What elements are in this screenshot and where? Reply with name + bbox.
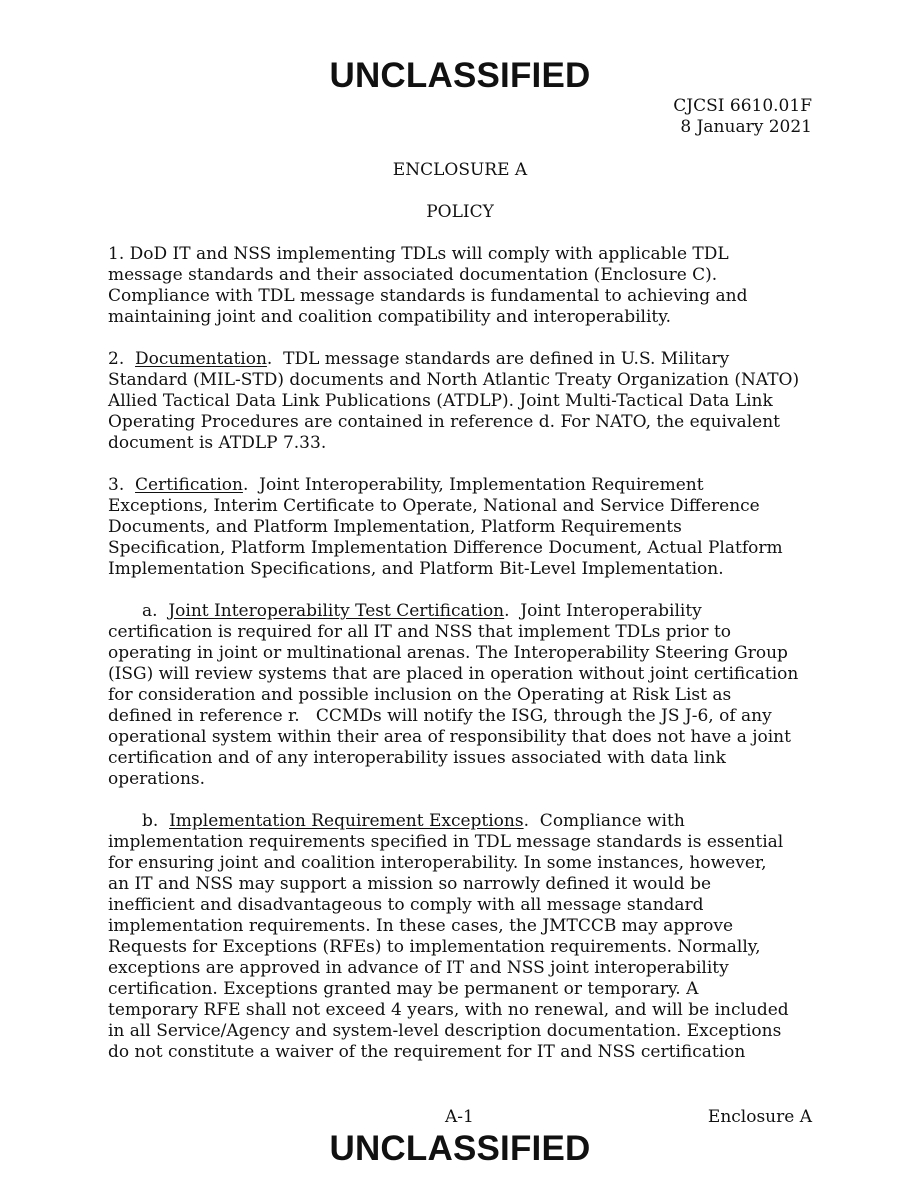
- text-line: operating in joint or multinational arenas. The Interoperability Steering Group: [108, 643, 788, 663]
- paragraph-2-documentation: [108, 349, 812, 454]
- text-line: message standards and their associated documentation (Enclosure C).: [108, 265, 718, 285]
- text-line: certification. Exceptions granted may be permanent or temporary. A: [108, 979, 699, 999]
- paragraph-number: 3.: [108, 475, 136, 495]
- subparagraph-3b-implementation-exceptions: [108, 811, 812, 1063]
- text-line: operational system within their area of responsibility that does not have a joint: [108, 727, 791, 747]
- text-line: Compliance with TDL message standards is fundamental to achieving and: [108, 286, 748, 306]
- paragraph-title: Documentation: [135, 349, 267, 369]
- enclosure-heading: ENCLOSURE A: [392, 160, 528, 180]
- text-line: document is ATDLP 7.33.: [108, 433, 327, 453]
- subparagraph-letter: a.: [142, 601, 169, 621]
- text-line: for consideration and possible inclusion on the Operating at Risk List as: [108, 685, 732, 705]
- text-line: implementation requirements. In these cases, the JMTCCB may approve: [108, 916, 733, 936]
- page-footer: [108, 1107, 812, 1128]
- text-line: in all Service/Agency and system-level description documentation. Exceptions: [108, 1021, 782, 1041]
- text-line: maintaining joint and coalition compatibility and interoperability.: [108, 307, 671, 327]
- text-line: (ISG) will review systems that are placed in operation without joint certification: [108, 664, 799, 684]
- text-line: Standard (MIL-STD) documents and North Atlantic Treaty Organization (NATO): [108, 370, 800, 390]
- document-body: [108, 244, 812, 1084]
- text-line: [108, 601, 812, 622]
- text-line: exceptions are approved in advance of IT and NSS joint interoperability: [108, 958, 729, 978]
- text-line: inefficient and disadvantageous to comply with all message standard: [108, 895, 704, 915]
- paragraph-1: [108, 244, 812, 328]
- text-line: Allied Tactical Data Link Publications (ATDLP). Joint Multi-Tactical Data Link: [108, 391, 773, 411]
- classification-banner-bottom: UNCLASSIFIED: [329, 1129, 591, 1168]
- classification-banner-top: UNCLASSIFIED: [329, 56, 591, 95]
- text-line: Requests for Exceptions (RFEs) to implementation requirements. Normally,: [108, 937, 761, 957]
- subparagraph-3a-joint-interoperability: [108, 601, 812, 790]
- page-number: A-1: [445, 1107, 474, 1127]
- document-number: CJCSI 6610.01F: [673, 96, 812, 116]
- paragraph-3-certification: [108, 475, 812, 580]
- section-heading: POLICY: [426, 202, 494, 222]
- subparagraph-title: Implementation Requirement Exceptions: [169, 811, 524, 831]
- paragraph-title: Certification: [135, 475, 243, 495]
- text-line: 1. DoD IT and NSS implementing TDLs will comply with applicable TDL: [108, 244, 729, 264]
- subparagraph-letter: b.: [142, 811, 170, 831]
- text-line: Specification, Platform Implementation Difference Document, Actual Platform: [108, 538, 783, 558]
- text-line: implementation requirements specified in TDL message standards is essential: [108, 832, 784, 852]
- text-run: . TDL message standards are defined in U.S. Military: [266, 349, 730, 369]
- text-line: Implementation Specifications, and Platform Bit-Level Implementation.: [108, 559, 724, 579]
- text-line: an IT and NSS may support a mission so narrowly defined it would be: [108, 874, 712, 894]
- document-date: 8 January 2021: [680, 117, 812, 137]
- subparagraph-title: Joint Interoperability Test Certification: [168, 601, 505, 621]
- text-line: for ensuring joint and coalition interoperability. In some instances, however,: [108, 853, 767, 873]
- text-run: . Compliance with: [523, 811, 685, 831]
- paragraph-number: 2.: [108, 349, 136, 369]
- text-line: certification is required for all IT and NSS that implement TDLs prior to: [108, 622, 732, 642]
- text-line: temporary RFE shall not exceed 4 years, with no renewal, and will be included: [108, 1000, 789, 1020]
- text-run: . Joint Interoperability, Implementation Requirement: [242, 475, 704, 495]
- text-run: . Joint Interoperability: [504, 601, 702, 621]
- text-line: [108, 349, 812, 370]
- text-line: Operating Procedures are contained in reference d. For NATO, the equivalent: [108, 412, 780, 432]
- text-line: certification and of any interoperability issues associated with data link: [108, 748, 726, 768]
- document-identifier: [673, 96, 812, 138]
- text-line: do not constitute a waiver of the requirement for IT and NSS certification: [108, 1042, 746, 1062]
- text-line: operations.: [108, 769, 206, 789]
- text-line: Exceptions, Interim Certificate to Operate, National and Service Difference: [108, 496, 760, 516]
- text-line: defined in reference r. CCMDs will notify the ISG, through the JS J-6, of any: [108, 706, 772, 726]
- text-line: [108, 475, 812, 496]
- text-line: [108, 811, 812, 832]
- footer-enclosure-label: Enclosure A: [707, 1107, 812, 1127]
- text-line: Documents, and Platform Implementation, Platform Requirements: [108, 517, 682, 537]
